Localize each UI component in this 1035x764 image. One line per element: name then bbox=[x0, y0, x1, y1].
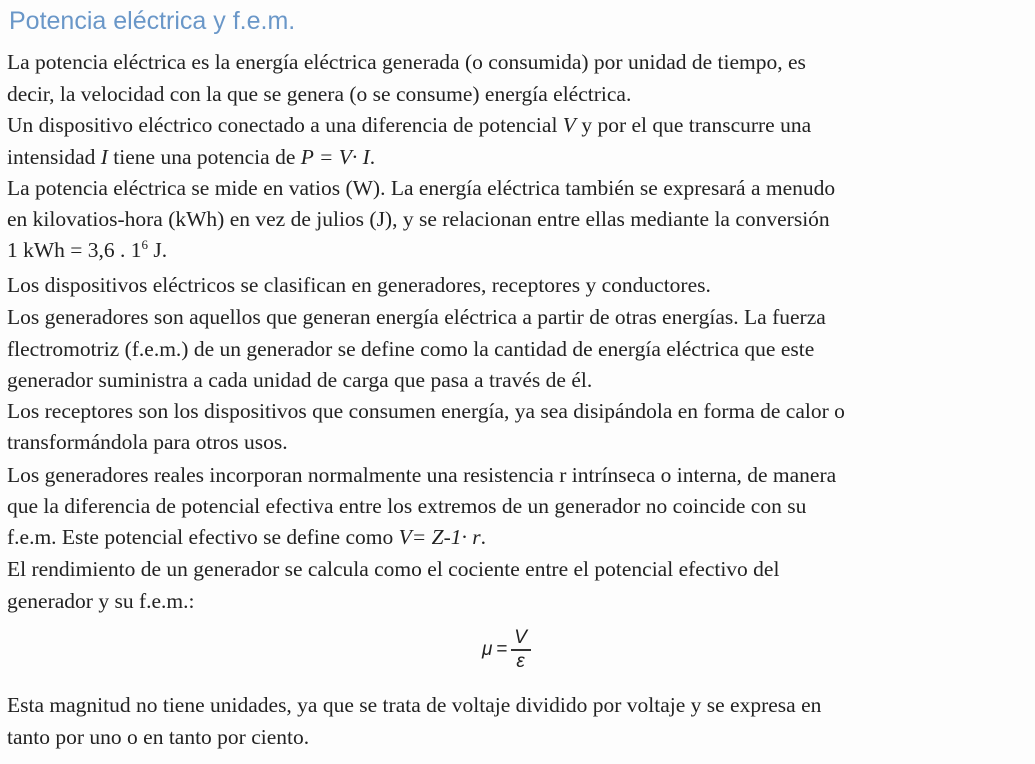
text-line: generador y su f.e.m.: bbox=[7, 589, 195, 613]
formula-denominator: ε bbox=[516, 650, 525, 672]
formula-fraction bbox=[511, 627, 531, 672]
text-line: Los receptores son los dispositivos que consumen energía, ya sea disipándola en forma de calor o bbox=[7, 399, 845, 423]
text-line: tanto por uno o en tanto por ciento. bbox=[7, 725, 310, 749]
text-line: f.e.m. Este potencial efectivo se define como V= Z-1· r. bbox=[7, 525, 487, 549]
page-title: Potencia eléctrica y f.e.m. bbox=[9, 7, 296, 35]
effective-potential-formula: V= Z-1· r bbox=[398, 525, 481, 549]
efficiency-formula bbox=[482, 624, 531, 676]
text-line: Los dispositivos eléctricos se clasifican en generadores, receptores y conductores. bbox=[7, 273, 711, 297]
text-line: transformándola para otros usos. bbox=[7, 430, 288, 454]
text-line: Los generadores son aquellos que generan energía eléctrica a partir de otras energías. La fuerza bbox=[7, 305, 826, 329]
text-line: Un dispositivo eléctrico conectado a una diferencia de potencial V y por el que transcurre una bbox=[7, 113, 812, 137]
text-line: generador suministra a cada unidad de carga que pasa a través de él. bbox=[7, 368, 593, 392]
text-line: Los generadores reales incorporan normalmente una resistencia r intrínseca o interna, de manera bbox=[7, 463, 837, 487]
text-line: flectromotriz (f.e.m.) de un generador se define como la cantidad de energía eléctrica que este bbox=[7, 337, 815, 361]
power-formula: P = V· I bbox=[300, 145, 370, 169]
text-line: Esta magnitud no tiene unidades, ya que se trata de voltaje dividido por voltaje y se expresa en bbox=[7, 693, 822, 717]
formula-numerator: V bbox=[514, 627, 527, 649]
text-line: 1 kWh = 3,6 . $1^6$ J. bbox=[7, 237, 168, 262]
text-line: en kilovatios-hora (kWh) en vez de julios (J), y se relacionan entre ellas mediante la conversión bbox=[7, 207, 830, 231]
text-line: que la diferencia de potencial efectiva entre los extremos de un generador no coincide con su bbox=[7, 494, 807, 518]
formula-equals: = bbox=[496, 639, 508, 660]
text-line: intensidad I tiene una potencia de P = V· I. bbox=[7, 145, 376, 169]
text-line: La potencia eléctrica es la energía eléctrica generada (o consumida) por unidad de tiempo, es bbox=[7, 50, 806, 74]
text-line: El rendimiento de un generador se calcula como el cociente entre el potencial efectivo del bbox=[7, 557, 780, 581]
formula-lhs: μ bbox=[482, 639, 493, 660]
text-line: La potencia eléctrica se mide en vatios (W). La energía eléctrica también se expresará a menudo bbox=[7, 176, 836, 200]
text-line: decir, la velocidad con la que se genera (o se consume) energía eléctrica. bbox=[7, 82, 632, 106]
